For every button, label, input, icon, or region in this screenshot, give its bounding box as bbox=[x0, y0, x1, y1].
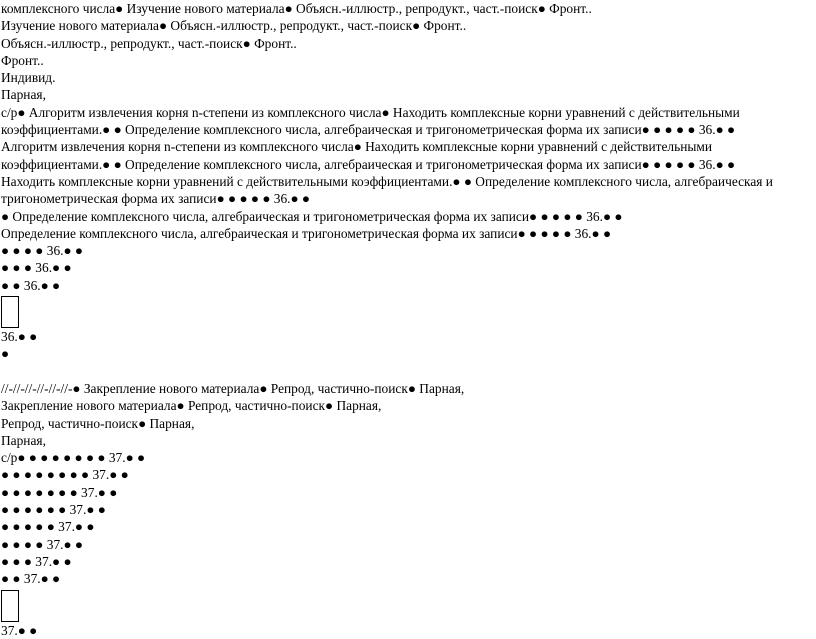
text-line: комплексного числа● Изучение нового материала● Объясн.-иллюстр., репродукт., част.-поиск● Фронт.. bbox=[1, 1, 592, 16]
text-line: Парная, bbox=[1, 432, 46, 448]
text-line: ● ● 37.● ● bbox=[1, 571, 61, 587]
document-page bbox=[1, 0, 813, 639]
text-line: ● ● ● ● ● ● 37.● ● bbox=[1, 502, 106, 518]
text-line: //-//-//-//-//-//-● Закрепление нового материала● Репрод, частично-поиск● Парная, bbox=[1, 380, 465, 396]
text-line: ● Определение комплексного числа, алгебраическая и тригонометрическая форма их записи● ● ● ● ● 36.● ● bbox=[1, 208, 623, 224]
text-line: Парная, bbox=[1, 87, 46, 103]
text-line: ● ● ● ● ● ● ● 37.● ● bbox=[1, 484, 118, 500]
text-line: Репрод, частично-поиск● Парная, bbox=[1, 415, 195, 431]
text-line: ● ● ● 36.● ● bbox=[1, 260, 72, 276]
text-line: Индивид. bbox=[1, 70, 56, 86]
text-line: Определение комплексного числа, алгебраическая и тригонометрическая форма их записи● ● ● ● ● 36.● ● bbox=[1, 225, 612, 241]
text-line: ● ● ● ● 36.● ● bbox=[1, 243, 84, 259]
text-line: ● ● 36.● ● bbox=[1, 277, 61, 293]
text-line: 36.● ● bbox=[1, 329, 38, 345]
text-line: с/р● Алгоритм извлечения корня n-степени из комплексного числа● Находить комплексные корни уравнений с действительными коэффициентами.● ● Определение комплексного числа, алгебраическая и тригонометрическая форма их записи● ● ● ● ● 36.● ● bbox=[1, 104, 740, 138]
block-2 bbox=[1, 380, 813, 588]
text-line: Изучение нового материала● Объясн.-иллюстр., репродукт., част.-поиск● Фронт.. bbox=[1, 18, 467, 34]
block-1 bbox=[1, 0, 813, 294]
text-line: ● ● ● ● ● 37.● ● bbox=[1, 519, 95, 535]
block-1-tail bbox=[1, 328, 813, 363]
text-line: Фронт.. bbox=[1, 52, 44, 68]
empty-cell-box bbox=[1, 296, 19, 328]
text-line: Находить комплексные корни уравнений с действительными коэффициентами.● ● Определение комплексного числа, алгебраическая и тригонометрическая форма их записи● ● ● ● ● 36.● ● bbox=[1, 173, 773, 207]
text-line: ● ● ● ● ● ● ● ● 37.● ● bbox=[1, 467, 129, 483]
text-line: ● ● ● ● 37.● ● bbox=[1, 536, 84, 552]
text-line: Объясн.-иллюстр., репродукт., част.-поиск● Фронт.. bbox=[1, 35, 297, 51]
text-line: Алгоритм извлечения корня n-степени из комплексного числа● Находить комплексные корни уравнений с действительными коэффициентами.● ● Определение комплексного числа, алгебраическая и тригонометрическая форма их записи● ● ● ● ● 36.● ● bbox=[1, 139, 736, 172]
text-line: Закрепление нового материала● Репрод, частично-поиск● Парная, bbox=[1, 398, 382, 414]
empty-cell-box bbox=[1, 590, 19, 622]
text-line: с/р● ● ● ● ● ● ● ● 37.● ● bbox=[1, 450, 146, 466]
text-line: ● bbox=[1, 346, 10, 362]
block-2-tail bbox=[1, 622, 813, 639]
spacer bbox=[1, 363, 813, 380]
text-line: 37.● ● bbox=[1, 622, 38, 638]
text-line: ● ● ● 37.● ● bbox=[1, 553, 72, 569]
